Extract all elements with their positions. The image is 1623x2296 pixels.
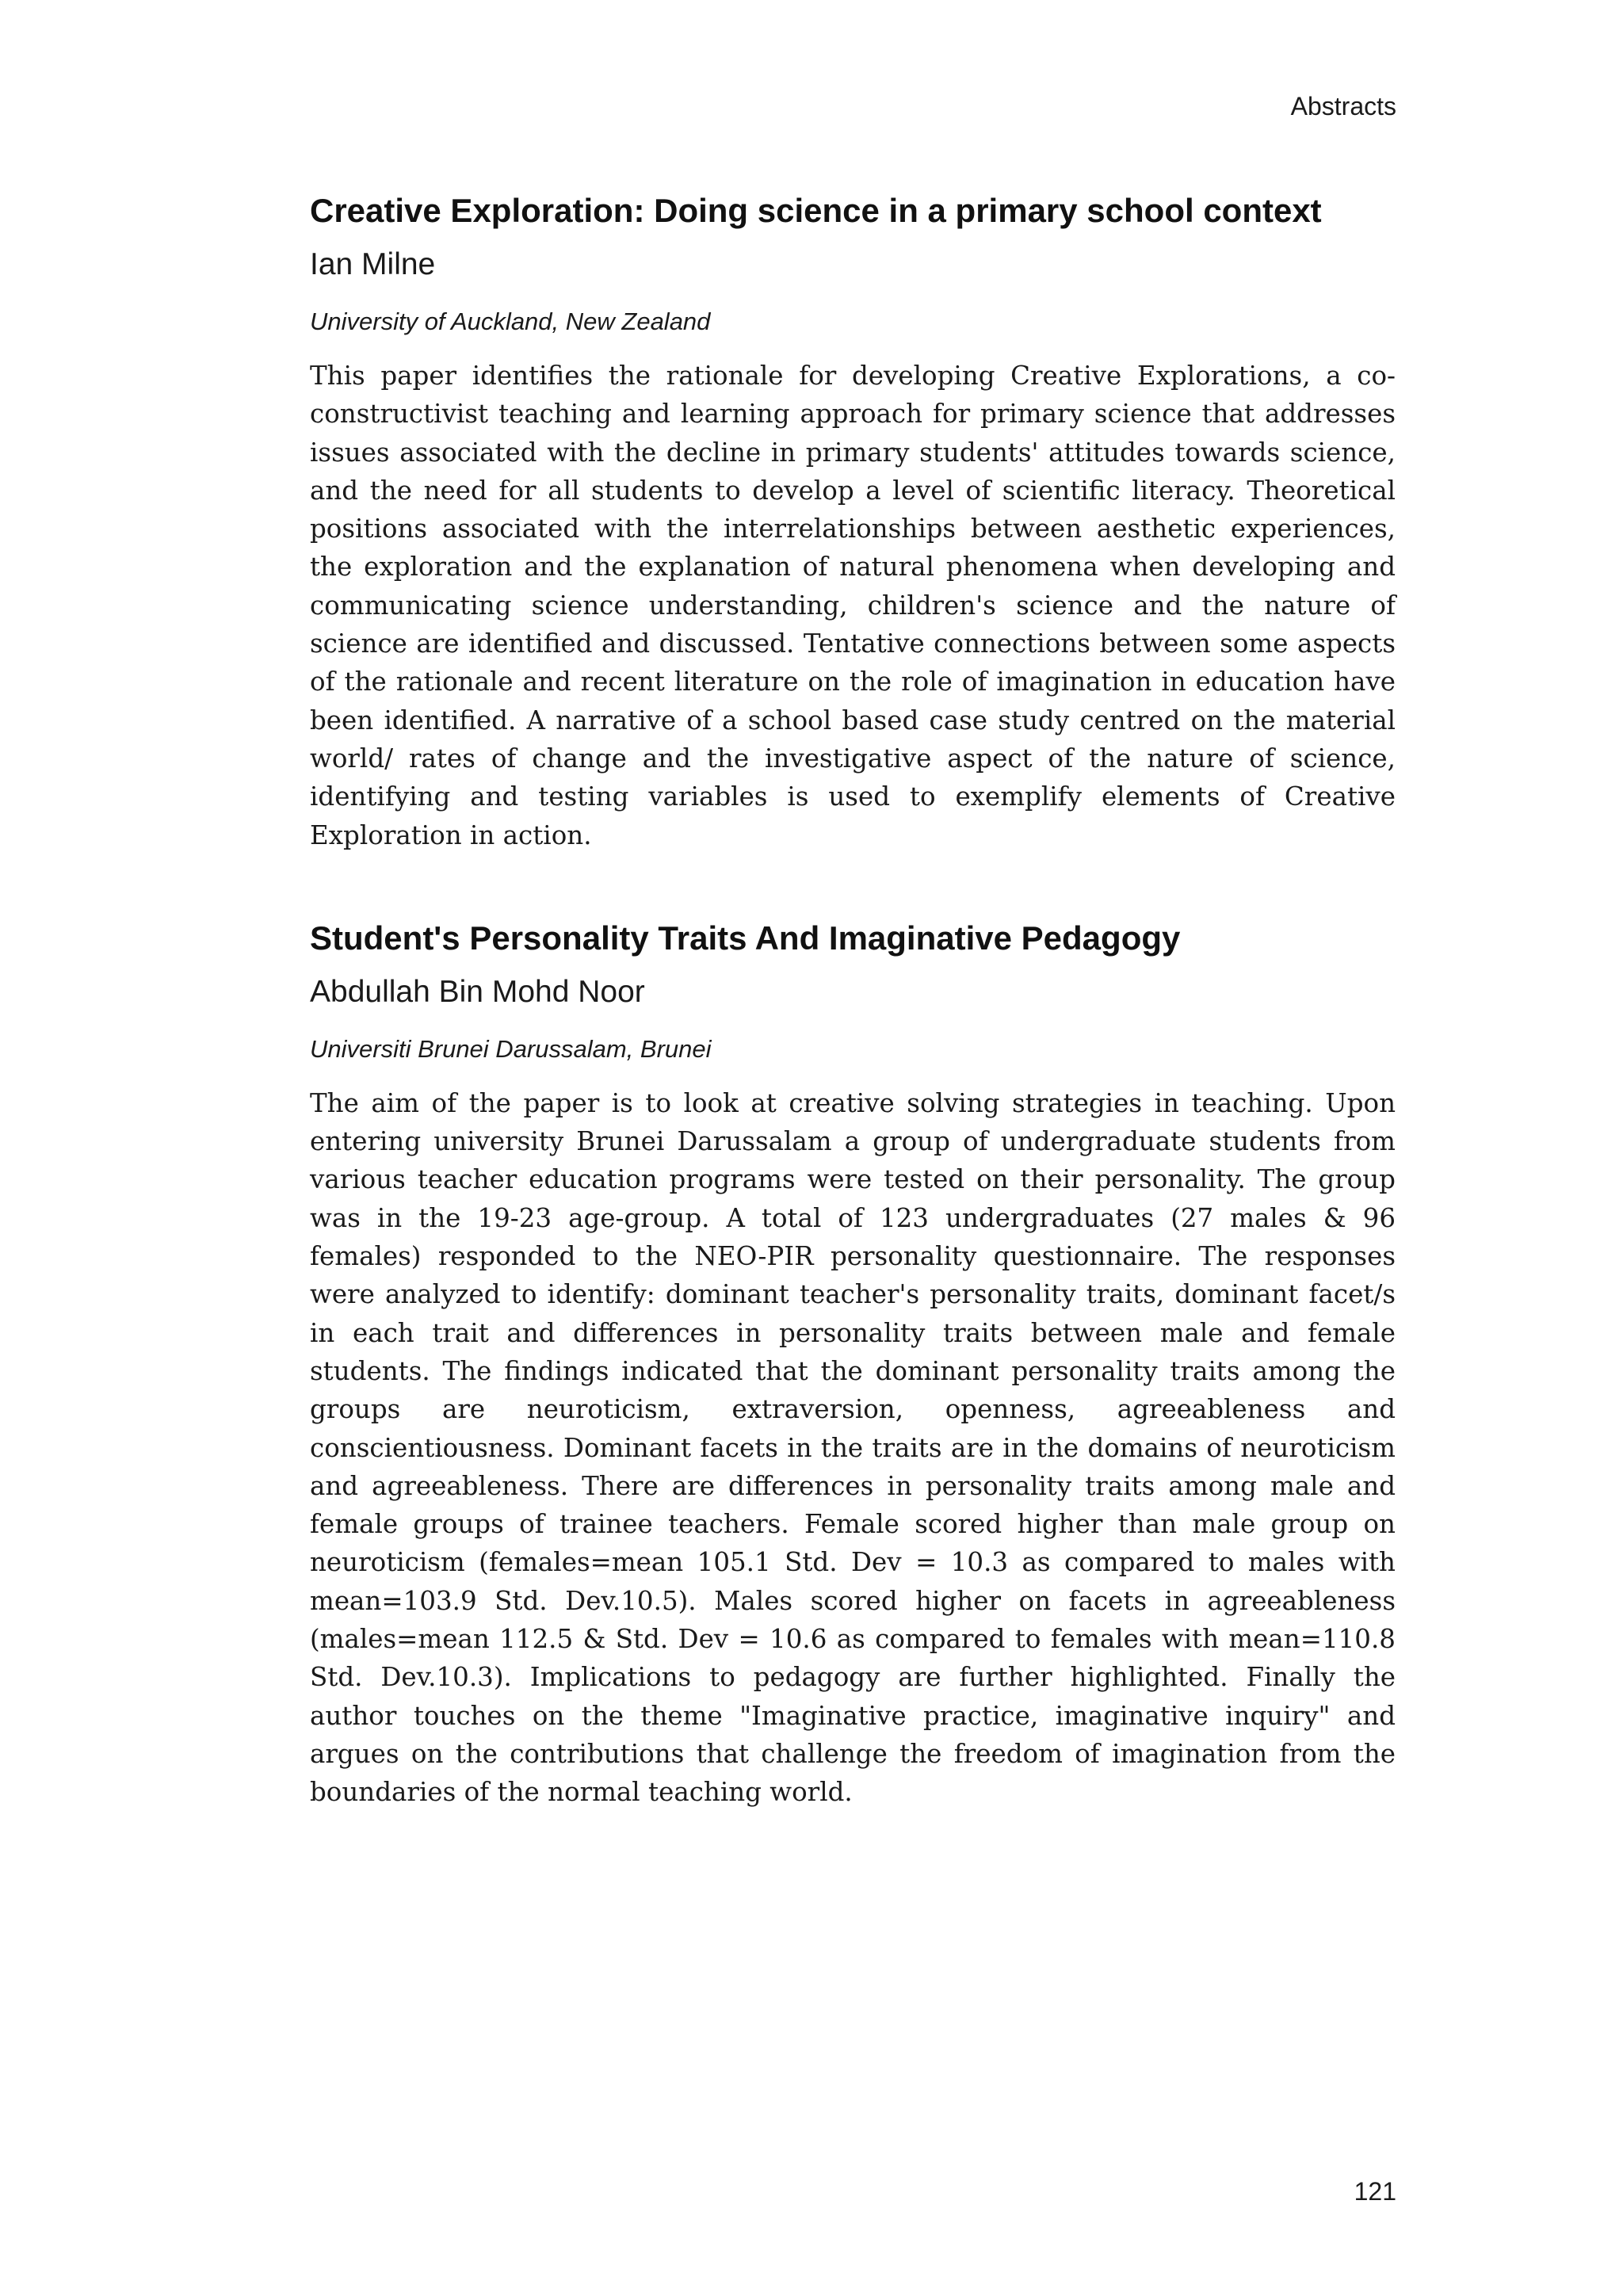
abstract-title: Creative Exploration: Doing science in a primary school context — [310, 192, 1322, 229]
abstract-author: Abdullah Bin Mohd Noor — [310, 974, 645, 1009]
abstract-title: Student's Personality Traits And Imaginative Pedagogy — [310, 919, 1181, 957]
page-number: 121 — [1354, 2177, 1396, 2206]
abstract-body: The aim of the paper is to look at creative solving strategies in teaching. Upon entering university Brunei Darussalam a group of undergraduate students from various teacher education programs were tested on their personality. The group was in the 19-23 age-group. A total of 123 undergraduates (27 males & 96 females) responded to the NEO-PIR personality questionnaire. The responses were analyzed to identify: dominant teacher's personality traits, dominant facet/s in each trait and differences in personality traits between male and female students. The findings indicated that the dominant personality traits among the groups are neuroticism, extraversion, openness, agreeableness and conscientiousness. Dominant facets in the traits are in the domains of neuroticism and agreeableness. There are differences in personality traits among male and female groups of trainee teachers. Female scored higher than male group on neuroticism (females=mean 105.1 Std. Dev = 10.3 as compared to males with mean=103.9 Std. Dev.10.5). Males scored higher on facets in agreeableness (males=mean 112.5 & Std. Dev = 10.6 as compared to females with mean=110.8 Std. Dev.10.3). Implications to pedagogy are further highlighted. Finally the author touches on the theme "Imaginative practice, imaginative inquiry" and argues on the contributions that challenge the freedom of imagination from the boundaries of the normal teaching world. — [310, 1087, 1396, 1808]
abstract-personality-traits — [310, 916, 1396, 1812]
abstract-author: Ian Milne — [310, 247, 436, 281]
abstract-creative-exploration — [310, 189, 1396, 854]
abstract-affiliation: University of Auckland, New Zealand — [310, 308, 711, 335]
abstract-body: This paper identifies the rationale for developing Creative Explorations, a co-constructivist teaching and learning approach for primary science that addresses issues associated with the decline in primary students' attitudes towards science, and the need for all students to develop a level of scientific literacy. Theoretical positions associated with the interrelationships between aesthetic experiences, the exploration and the explanation of natural phenomena when developing and communicating science understanding, children's science and the nature of science are identified and discussed. Tentative connections between some aspects of the rationale and recent literature on the role of imagination in education have been identified. A narrative of a school based case study centred on the material world/ rates of change and the investigative aspect of the nature of science, identifying and testing variables is used to exemplify elements of Creative Exploration in action. — [310, 361, 1396, 850]
running-header: Abstracts — [1290, 92, 1396, 120]
abstracts-content — [310, 189, 1396, 1812]
abstract-affiliation: Universiti Brunei Darussalam, Brunei — [310, 1034, 712, 1063]
